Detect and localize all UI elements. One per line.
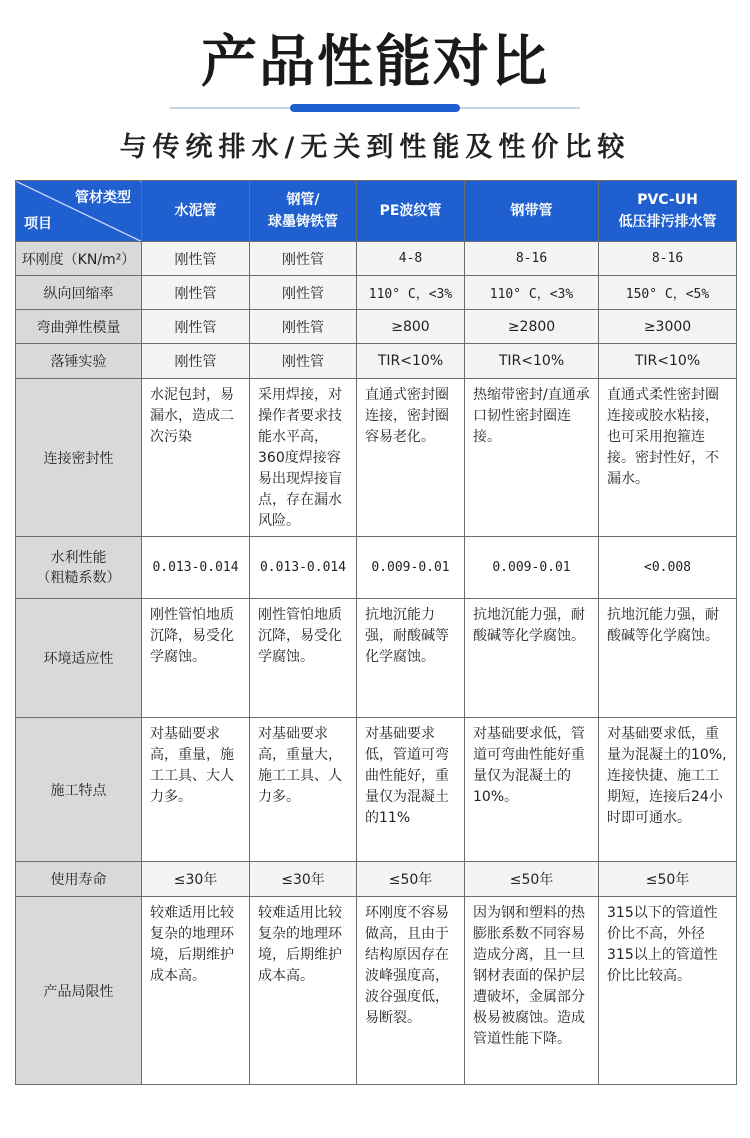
row-label: 落锤实验: [16, 344, 142, 379]
table-cell: ≥2800: [465, 310, 599, 344]
table-cell: 0.013-0.014: [250, 537, 357, 599]
table-cell: 较难适用比较复杂的地理环境，后期维护成本高。: [142, 897, 250, 1085]
table-cell: 抗地沉能力强，耐酸碱等化学腐蚀。: [357, 599, 465, 718]
table-cell: 直通式密封圈连接，密封圈容易老化。: [357, 379, 465, 537]
row-label: 弯曲弹性模量: [16, 310, 142, 344]
table-row: [16, 344, 737, 379]
table-cell: 刚性管: [142, 242, 250, 276]
table-header-row: [16, 181, 737, 242]
table-cell: 环刚度不容易做高，且由于结构原因存在波峰强度高，波谷强度低，易断裂。: [357, 897, 465, 1085]
row-label: 连接密封性: [16, 379, 142, 537]
table-row: [16, 537, 737, 599]
table-cell: 对基础要求低，重量为混凝土的10%,连接快捷、施工工期短，连接后24小时即可通水。: [599, 718, 737, 862]
table-cell: 抗地沉能力强，耐酸碱等化学腐蚀。: [599, 599, 737, 718]
table-cell: 对基础要求低，管道可弯曲性能好重量仅为混凝土的10%。: [465, 718, 599, 862]
table-cell: TIR<10%: [465, 344, 599, 379]
table-cell: TIR<10%: [357, 344, 465, 379]
table-cell: 刚性管: [250, 242, 357, 276]
page-title: 产品性能对比: [201, 30, 549, 95]
table-cell: 对基础要求高，重量大，施工工具、人力多。: [250, 718, 357, 862]
table-cell: 直通式柔性密封圈连接或胶水粘接，也可采用抱箍连接。密封性好，不漏水。: [599, 379, 737, 537]
table-cell: ≤50年: [357, 862, 465, 897]
corner-header-cell: [16, 181, 142, 242]
table-row: [16, 379, 737, 537]
table-row: [16, 242, 737, 276]
table-row: [16, 897, 737, 1085]
table-cell: TIR<10%: [599, 344, 737, 379]
row-label: 施工特点: [16, 718, 142, 862]
table-cell: ≤30年: [250, 862, 357, 897]
table-cell: 水泥包封，易漏水，造成二次污染: [142, 379, 250, 537]
column-header: 水泥管: [142, 181, 250, 242]
table-cell: 315以下的管道性价比不高，外径315以上的管道性价比比较高。: [599, 897, 737, 1085]
table-row: [16, 599, 737, 718]
table-cell: 0.013-0.014: [142, 537, 250, 599]
page-subtitle: 与传统排水/无关到性能及性价比较: [119, 132, 631, 163]
table-cell: ≤50年: [599, 862, 737, 897]
row-label: 使用寿命: [16, 862, 142, 897]
table-cell: 4-8: [357, 242, 465, 276]
table-cell: ≥800: [357, 310, 465, 344]
row-label: 环境适应性: [16, 599, 142, 718]
table-cell: 8-16: [465, 242, 599, 276]
row-label: 环刚度（KN/m²）: [16, 242, 142, 276]
table-cell: 0.009-0.01: [357, 537, 465, 599]
table-cell: <0.008: [599, 537, 737, 599]
table-cell: 0.009-0.01: [465, 537, 599, 599]
table-cell: ≥3000: [599, 310, 737, 344]
table-cell: 刚性管: [142, 310, 250, 344]
table-row: [16, 718, 737, 862]
table-row: [16, 310, 737, 344]
table-cell: 刚性管: [250, 344, 357, 379]
table-cell: 采用焊接，对操作者要求技能水平高，360度焊接容易出现焊接盲点，存在漏水风险。: [250, 379, 357, 537]
row-label: 产品局限性: [16, 897, 142, 1085]
table-cell: 刚性管: [142, 276, 250, 310]
table-cell: 刚性管怕地质沉降，易受化学腐蚀。: [250, 599, 357, 718]
table-cell: 刚性管: [250, 276, 357, 310]
table-cell: ≤50年: [465, 862, 599, 897]
table-row: [16, 862, 737, 897]
table-cell: 对基础要求高，重量，施工工具、大人力多。: [142, 718, 250, 862]
table-cell: 110° C，<3%: [465, 276, 599, 310]
table-cell: 110° C，<3%: [357, 276, 465, 310]
row-label: 纵向回缩率: [16, 276, 142, 310]
table-cell: 刚性管: [250, 310, 357, 344]
table-cell: 刚性管: [142, 344, 250, 379]
row-label: 水利性能 （粗糙系数）: [16, 537, 142, 599]
column-header: PVC-UH 低压排污排水管: [599, 181, 737, 242]
table-row: [16, 276, 737, 310]
title-accent-bar: [290, 104, 460, 112]
table-cell: ≤30年: [142, 862, 250, 897]
table-cell: 较难适用比较复杂的地理环境，后期维护成本高。: [250, 897, 357, 1085]
column-header: PE波纹管: [357, 181, 465, 242]
column-header: 钢带管: [465, 181, 599, 242]
table-cell: 8-16: [599, 242, 737, 276]
table-cell: 抗地沉能力强，耐酸碱等化学腐蚀。: [465, 599, 599, 718]
table-cell: 因为钢和塑料的热膨胀系数不同容易造成分离，且一旦钢材表面的保护层遭破坏，金属部分极易被腐蚀。造成管道性能下降。: [465, 897, 599, 1085]
table-cell: 对基础要求低，管道可弯曲性能好，重量仅为混凝土的11%: [357, 718, 465, 862]
table-cell: 150° C，<5%: [599, 276, 737, 310]
corner-top-label: 管材类型: [75, 190, 131, 206]
table-cell: 热缩带密封/直通承口韧性密封圈连接。: [465, 379, 599, 537]
comparison-table: [15, 180, 737, 1085]
corner-bottom-label: 项目: [24, 216, 52, 232]
column-header: 钢管/ 球墨铸铁管: [250, 181, 357, 242]
table-cell: 刚性管怕地质沉降，易受化学腐蚀。: [142, 599, 250, 718]
